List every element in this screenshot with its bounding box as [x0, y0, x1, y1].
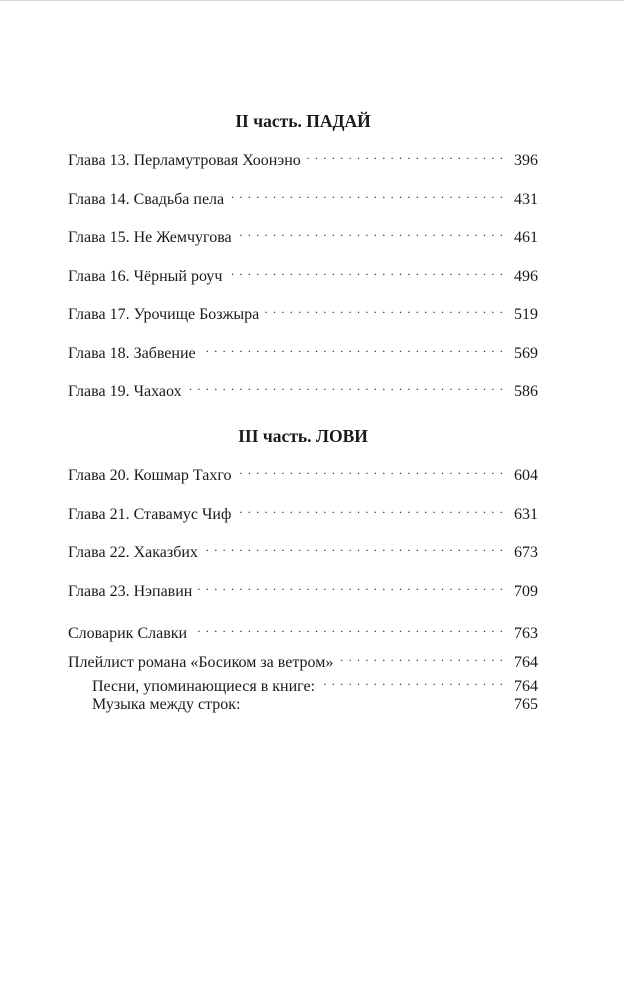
dot-leader — [198, 576, 504, 596]
toc-entry-chapter-20[interactable] — [68, 460, 538, 484]
dot-leader — [228, 261, 504, 281]
toc-entry-label: Глава 13. Перламутровая Хоонэно — [68, 152, 301, 169]
dot-leader — [265, 299, 504, 319]
toc-entry-chapter-18[interactable] — [68, 338, 538, 362]
toc-entry-chapter-17[interactable] — [68, 299, 538, 323]
toc-entry-chapter-15[interactable] — [68, 222, 538, 246]
toc-entry-page: 431 — [514, 190, 538, 208]
toc-entry-label: Глава 16. Чёрный роуч — [68, 267, 223, 285]
toc-entry-page: 764 — [514, 653, 538, 671]
toc-entry-page: 764 — [514, 677, 538, 695]
toc-entry-chapter-14[interactable] — [68, 184, 538, 208]
part-2-chapter-list — [68, 145, 538, 400]
toc-entry-chapter-23[interactable] — [68, 576, 538, 600]
toc-entry-label: Музыка между строк: — [92, 695, 241, 713]
toc-entry-page: 763 — [514, 624, 538, 642]
dot-leader — [238, 460, 504, 480]
toc-entry-page: 519 — [514, 306, 538, 323]
toc-entry-songs[interactable] — [68, 671, 538, 695]
toc-entry-chapter-19[interactable] — [68, 376, 538, 400]
toc-entry-page: 709 — [514, 582, 538, 600]
toc-entry-page: 586 — [514, 383, 538, 400]
appendix-list — [68, 618, 538, 715]
toc-entry-label: Глава 20. Кошмар Тахго — [68, 467, 232, 484]
part-2-heading: II часть. ПАДАЙ — [235, 111, 371, 131]
dot-leader — [230, 184, 504, 204]
toc-entry-chapter-22[interactable] — [68, 537, 538, 561]
dot-leader — [193, 618, 504, 638]
toc-entry-label: Глава 19. Чахаох — [68, 383, 182, 400]
toc-entry-label: Песни, упоминающиеся в книге: — [92, 677, 316, 695]
dot-leader — [202, 338, 504, 358]
dot-leader — [321, 671, 504, 691]
toc-entry-page: 631 — [514, 505, 538, 523]
toc-entry-label: Глава 15. Не Жемчугова — [68, 229, 232, 246]
toc-entry-page: 396 — [514, 152, 538, 169]
dot-leader — [188, 376, 504, 396]
toc-entry-page: 496 — [514, 267, 538, 285]
dot-leader — [339, 647, 504, 667]
toc-entry-label: Глава 21. Ставамус Чиф — [68, 505, 232, 523]
dot-leader — [237, 499, 504, 519]
part-3-chapter-list — [68, 460, 538, 600]
toc-entry-glossary[interactable] — [68, 618, 538, 642]
toc-entry-playlist[interactable] — [68, 647, 538, 671]
toc-entry-page: 569 — [514, 344, 538, 362]
top-edge-rule — [0, 0, 624, 4]
toc-entry-label: Плейлист романа «Босиком за ветром» — [68, 653, 334, 671]
dot-leader — [307, 145, 504, 165]
toc-entry-page: 604 — [514, 467, 538, 484]
toc-entry-label: Глава 23. Нэпавин — [68, 582, 193, 600]
toc-entry-chapter-13[interactable] — [68, 145, 538, 169]
toc-entry-label: Глава 22. Хаказбих — [68, 544, 198, 561]
toc-entry-label: Глава 14. Свадьба пела — [68, 190, 225, 208]
dot-leader — [238, 222, 504, 242]
toc-entry-chapter-16[interactable] — [68, 261, 538, 285]
toc-entry-page: 461 — [514, 229, 538, 246]
toc-entry-chapter-21[interactable] — [68, 499, 538, 523]
toc-entry-page: 765 — [514, 695, 538, 713]
toc-entry-page: 673 — [514, 544, 538, 561]
part-3-heading: III часть. ЛОВИ — [238, 426, 368, 446]
toc-entry-label: Глава 18. Забвение — [68, 344, 196, 362]
toc-entry-label: Словарик Славки — [68, 624, 188, 642]
dot-leader — [204, 537, 504, 557]
toc-entry-music[interactable] — [68, 695, 538, 715]
toc-entry-label: Глава 17. Урочище Бозжыра — [68, 306, 260, 323]
table-of-contents — [68, 110, 538, 719]
